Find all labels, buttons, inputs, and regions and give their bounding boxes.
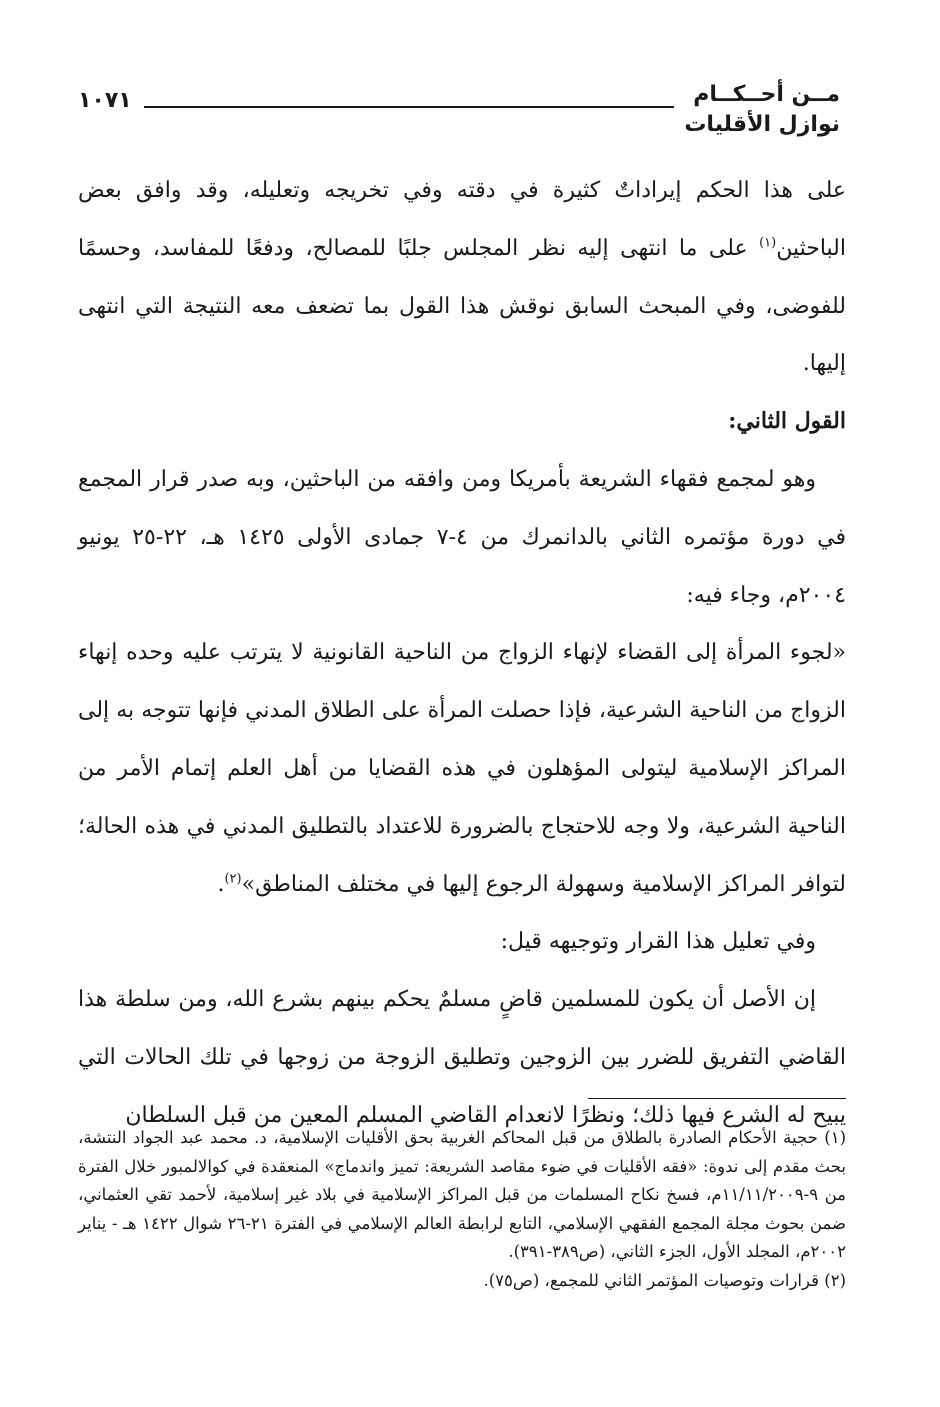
paragraph-3: وفي تعليل هذا القرار وتوجيهه قيل: bbox=[500, 929, 816, 955]
footnote-1: (١) حجية الأحكام الصادرة بالطلاق من قبل المحاكم الغربية بحق الأقليات الإسلامية، د. محمد عبد الجواد النتشة، بحث مقدم إلى ندوة: «فقه الأقليات في ضوء مقاصد الشريعة: تميز واندماج» المنعقدة في كوالالمبور خلال الفترة من ٩-١١/١١/٢٠٠٩م، فسخ نكاح المسلمات من قبل المراكز الإسلامية في بلاد غير إسلامية، لأحمد تقي العثماني، ضمن بحوث مجلة المجمع الفقهي الإسلامي، التابع لرابطة العالم الإسلامي في الفترة ٢١-٢٦ شوال ١٤٢٢ هـ - يناير ٢٠٠٢م، المجلد الأول، الجزء الثاني، (ص٣٨٩-٣٩١). bbox=[78, 1128, 847, 1261]
footnotes bbox=[78, 1124, 846, 1295]
footnote-ref-2: (٢) bbox=[224, 871, 242, 887]
footnote-2: (٢) قرارات وتوصيات المؤتمر الثاني للمجمع، (ص٧٥). bbox=[483, 1270, 846, 1290]
paragraph-1-continuation: على ما انتهى إليه نظر المجلس جلبًا للمصالح، ودفعًا للمفاسد، وحسمًا للفوضى، وفي المبحث السابق نوقش هذا القول بما تضعف معه النتيجة التي انتهى إليها. bbox=[78, 235, 846, 377]
page-number: ١٠٧١ bbox=[78, 88, 132, 113]
running-title bbox=[684, 80, 840, 140]
footnote-ref-1: (١) bbox=[759, 235, 777, 251]
paragraph-2: وهو لمجمع فقهاء الشريعة بأمريكا ومن وافقه من الباحثين، وبه صدر قرار المجمع في دورة مؤتمره الثاني بالدانمرك من ٤-٧ جمادى الأولى ١٤٢٥ هـ، ٢٢-٢٥ يونيو ٢٠٠٤م، وجاء فيه: bbox=[78, 466, 847, 608]
quotation bbox=[78, 624, 846, 913]
paragraph-1 bbox=[78, 162, 846, 393]
page-header bbox=[78, 80, 840, 150]
quotation-end: . bbox=[217, 871, 225, 897]
paragraph-4: إن الأصل أن يكون للمسلمين قاضٍ مسلمٌ يحكم بينهم بشرع الله، ومن سلطة هذا القاضي التفريق للضرر بين الزوجين وتطليق الزوجة من زوجها في تلك الحالات التي يبيح له الشرع فيها ذلك؛ ونظرًا لانعدام القاضي المسلم المعين من قبل السلطان bbox=[78, 987, 846, 1128]
quotation-text: «لجوء المرأة إلى القضاء لإنهاء الزواج من الناحية القانونية لا يترتب عليه وحده إنهاء الزواج من الناحية الشرعية، فإذا حصلت المرأة على الطلاق المدني فإنها تتوجه به إلى المراكز الإسلامية ليتولى المؤهلون في هذه القضايا من أهل العلم إتمام الأمر من الناحية الشرعية، ولا وجه للاحتجاج بالضرورة للاعتداد بالتطليق المدني في هذه الحالة؛ لتوافر المراكز الإسلامية وسهولة الرجوع إليها في مختلف المناطق» bbox=[78, 640, 846, 897]
header-rule bbox=[144, 106, 674, 108]
running-title-line-2: نوازل الأقليات bbox=[684, 112, 840, 137]
section-heading: القول الثاني: bbox=[728, 408, 846, 435]
body-text bbox=[78, 162, 846, 1145]
paragraph-1-text: على هذا الحكم إيراداتٌ كثيرة في دقته وفي تخريجه وتعليله، وقد وافق بعض الباحثين bbox=[78, 178, 846, 261]
running-title-line-1: مــن أحــكــام bbox=[693, 82, 840, 107]
footnote-separator bbox=[588, 1098, 846, 1099]
